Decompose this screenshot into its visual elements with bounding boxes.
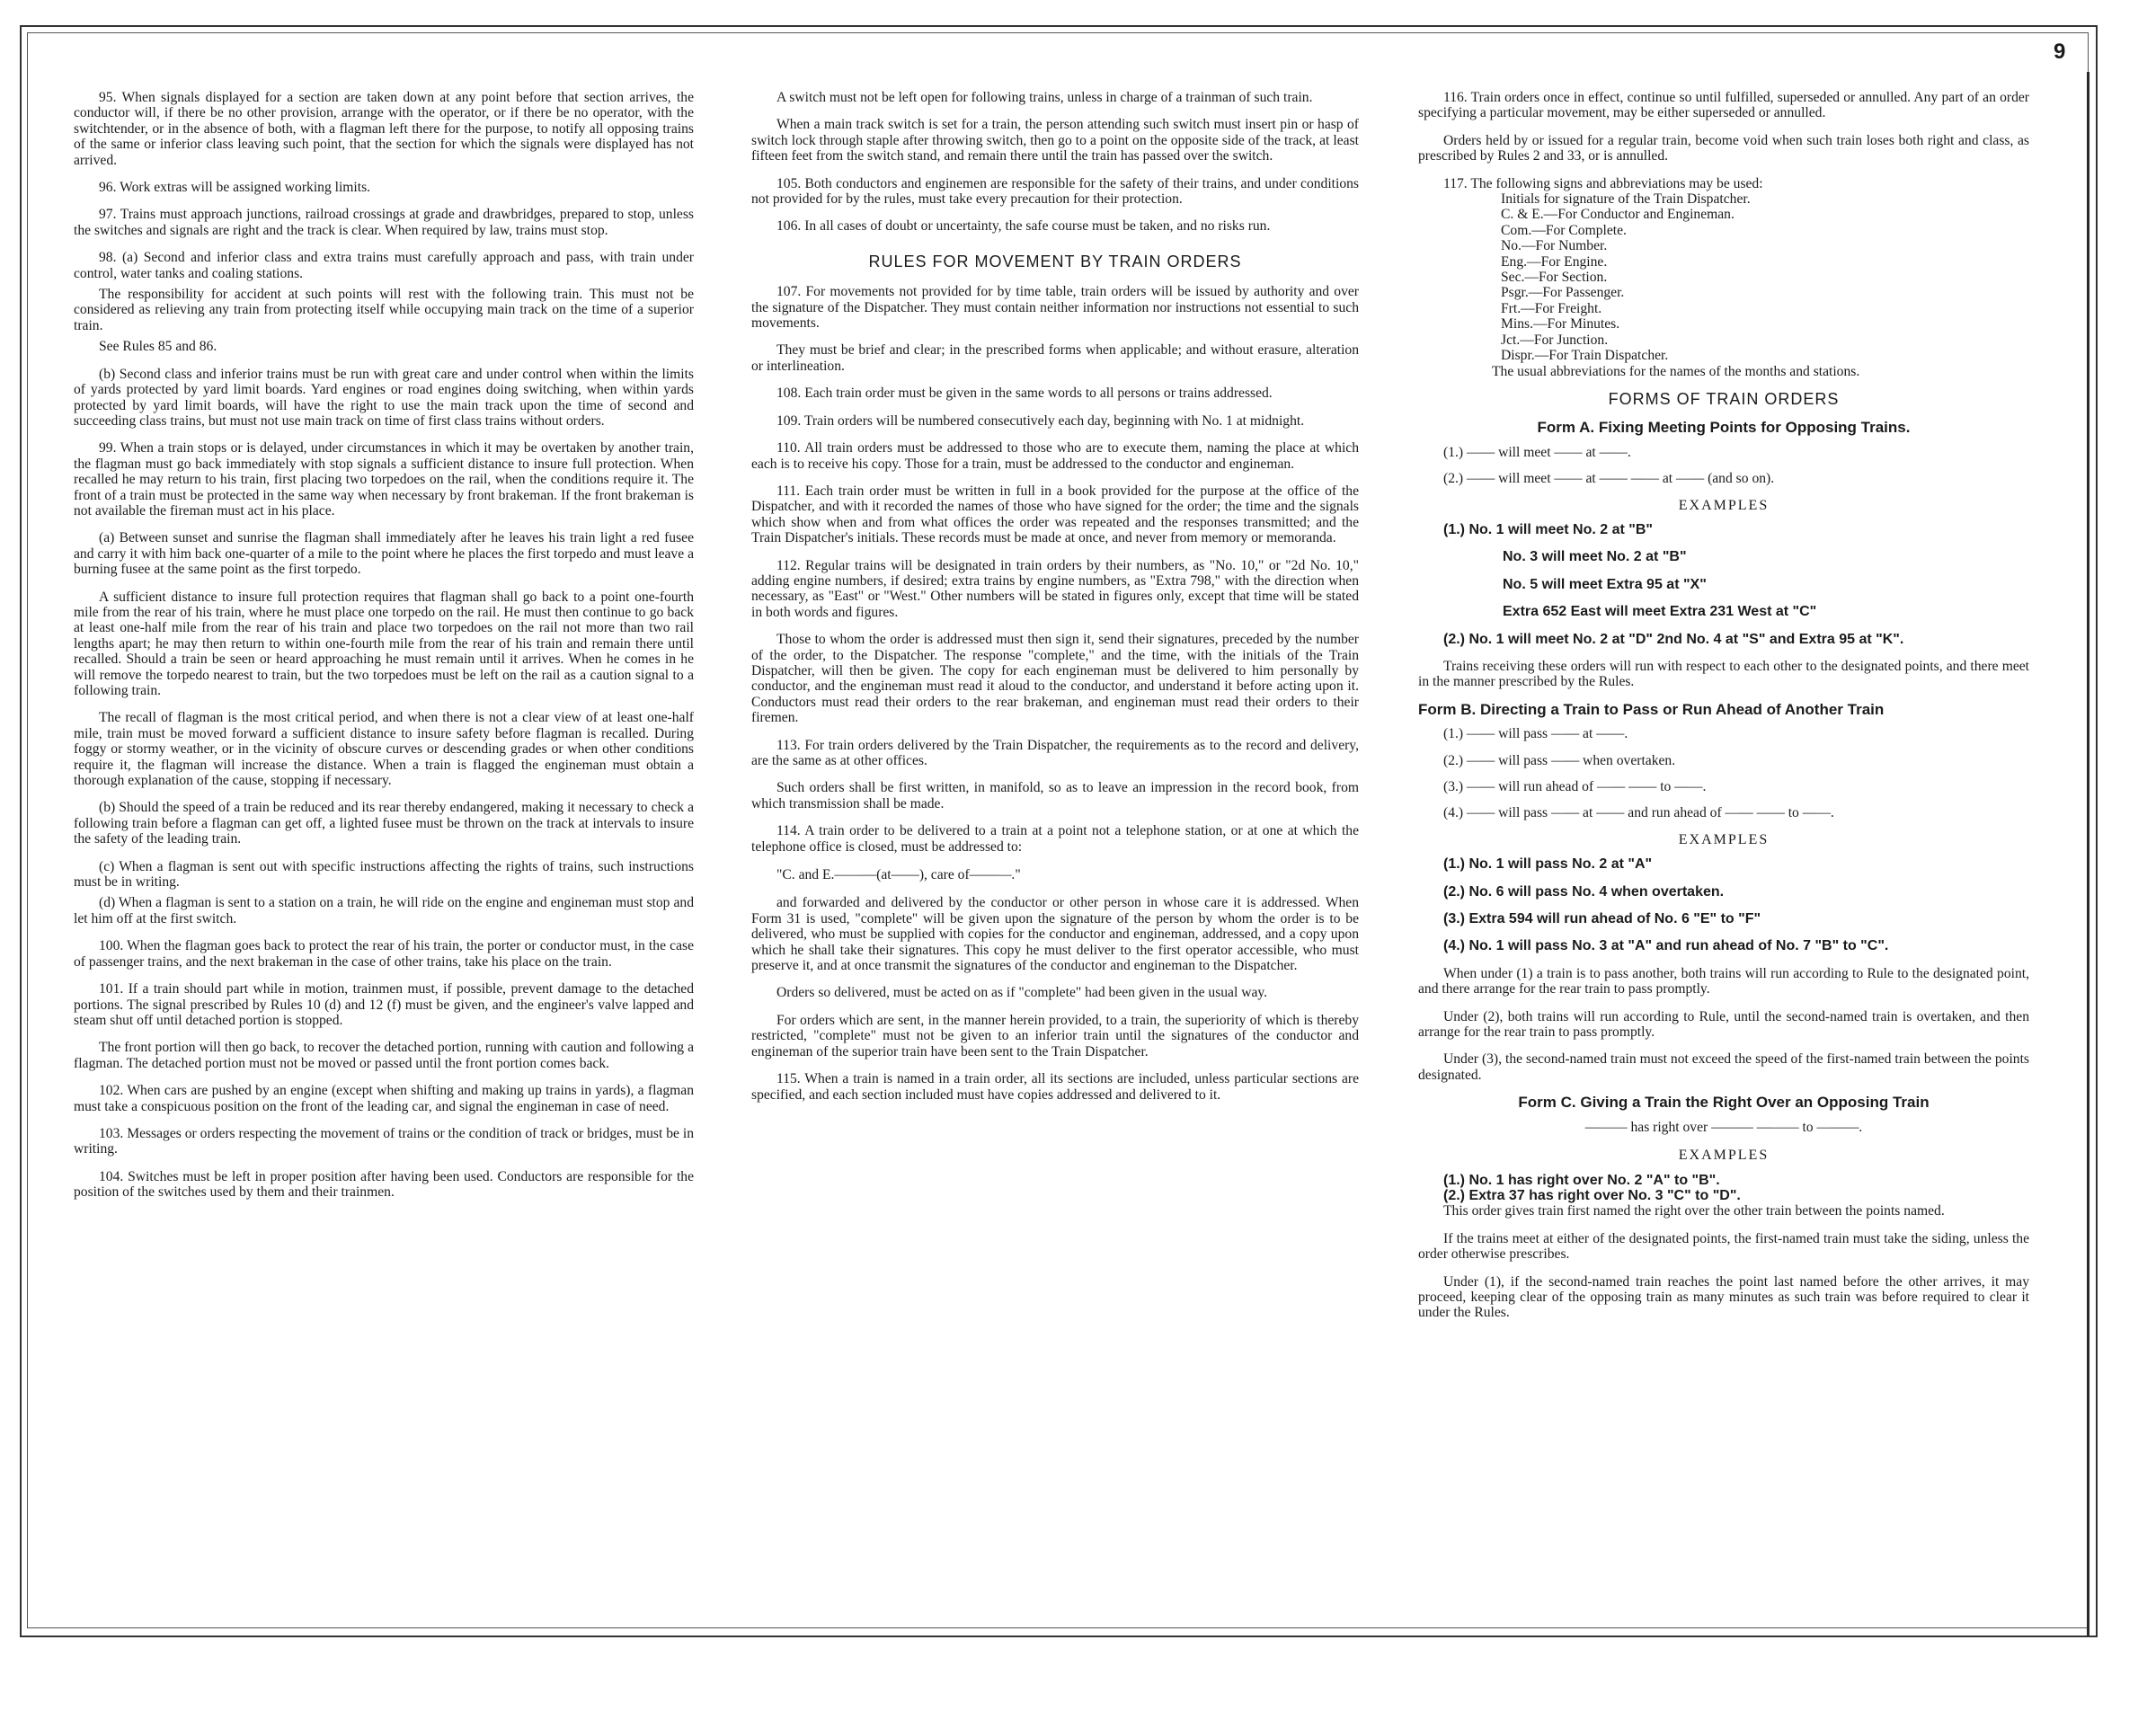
rule-104-switch-open: A switch must not be left open for following trains, unless in charge of a trainman of such train.	[776, 90, 1313, 105]
rule-104: 104. Switches must be left in proper position after having been used. Conductors are responsible for the position of the switches used by them and their trainmen.	[74, 1168, 694, 1201]
rule-99b: (b) Should the speed of a train be reduced and its rear thereby endangered, making it necessary to check a following train before a flagman can get off, a lighted fusee must be thrown on the track at intervals to insure the safety of the leading train.	[74, 800, 694, 847]
form-b-example: (4.) No. 1 will pass No. 3 at "A" and run ahead of No. 7 "B" to "C".	[1443, 938, 1889, 954]
form-a-note: Trains receiving these orders will run with respect to each other to the designated points, and there meet in the manner prescribed by the Rules.	[1418, 658, 2029, 690]
form-b-example: (2.) No. 6 will pass No. 4 when overtaken.	[1443, 883, 1725, 900]
examples-label: EXAMPLES	[1678, 497, 1770, 513]
examples-label: EXAMPLES	[1678, 831, 1770, 847]
form-b-title: Form B. Directing a Train to Pass or Run Ahead of Another Train	[1418, 700, 1885, 718]
form-a-line: (2.) —— will meet —— at —— —— at —— (and so on).	[1443, 471, 1775, 487]
rule-107-brief: They must be brief and clear; in the prescribed forms when applicable; and without erasure, alteration or interlineation.	[751, 342, 1359, 374]
form-b-note: When under (1) a train is to pass another, both trains will run according to Rule to the designated point, and there arrange for the rear train to pass promptly.	[1418, 965, 2029, 997]
form-a-example: Extra 652 East will meet Extra 231 West at "C"	[1503, 604, 1817, 620]
abbrev-item: C. & E.—For Conductor and Engineman.	[1501, 207, 1735, 223]
rule-109: 109. Train orders will be numbered consecutively each day, beginning with No. 1 at midnight.	[776, 412, 1305, 429]
abbrev-item: No.—For Number.	[1501, 238, 1608, 254]
abbrev-item: Jct.—For Junction.	[1501, 332, 1609, 348]
form-b-line: (1.) —— will pass —— at ——.	[1443, 726, 1628, 742]
forms-heading: FORMS OF TRAIN ORDERS	[1608, 389, 1840, 408]
rule-113: 113. For train orders delivered by the Train Dispatcher, the requirements as to the record and delivery, are the same as at other offices.	[751, 737, 1359, 768]
rule-103: 103. Messages or orders respecting the movement of trains or the condition of track or bridges, must be in writing.	[74, 1125, 694, 1157]
rule-114: 114. A train order to be delivered to a train at a point not a telephone station, or at one at which the telephone office is closed, must be addressed to:	[751, 823, 1359, 855]
rule-112-signatures: Those to whom the order is addressed must then sign it, send their signatures, preceded by the number of the order, to the Dispatcher. The response "complete," and the time, with the initials of the Train Dispatcher, will then be given. The copy for each engineman must be delivered to him personally by conductor, and the engineman must read it aloud to the conductor, and understand it before acting upon it. Conductors must read their orders to the rear brakeman, and engineman must read their orders to their firemen.	[751, 632, 1359, 726]
rule-95: 95. When signals displayed for a section are taken down at any point before that section arrives, the conductor will, if there be no other provision, arrange with the operator, or if there be no operator, with the switchtender, or in the absence of both, with a flagman left there for the purpose, to notify all opposing trains of the same or inferior class leaving such point, that the section for which the signals were displayed has not arrived.	[74, 90, 694, 168]
rule-98b: (b) Second class and inferior trains must be run with great care and under control when within the limits of yards protected by yard limit boards. Yard engines or road engines doing switching, when within yards protected by yard limit boards, will have the right to use the main track upon the time of second and succeeding class trains, but must not use main track on time of first class trains without orders.	[74, 366, 694, 429]
abbrev-item: Mins.—For Minutes.	[1501, 316, 1620, 332]
rule-99d: (d) When a flagman is sent to a station on a train, he will ride on the engine and engineman must stop and let him off at the first switch.	[74, 895, 694, 926]
rule-114-forwarded: and forwarded and delivered by the conductor or other person in whose care it is addressed. When Form 31 is used, "complete" will be given upon the signature of the person by whom the order is to be delivered, who must be supplied with copies for the conductor and engineman, addressed, and a copy upon which he shall take their signatures. This copy he must deliver to the first operator accessible, who must preserve it, and at once transmit the signatures of the conductor and engineman to the Dispatcher.	[751, 895, 1359, 974]
rule-99a: (a) Between sunset and sunrise the flagman shall immediately after he leaves his train light a red fusee and carry it with him back one-quarter of a mile to the point where he places the first torpedo and must leave a burning fusee at the same point as the first torpedo.	[74, 530, 694, 578]
form-b-line: (3.) —— will run ahead of —— —— to ——.	[1443, 779, 1707, 794]
rule-106: 106. In all cases of doubt or uncertainty, the safe course must be taken, and no risks run.	[776, 218, 1271, 235]
form-a-line: (1.) —— will meet —— at ——.	[1443, 444, 1631, 460]
rule-115: 115. When a train is named in a train order, all its sections are included, unless particular sections are specified, and each section included must have copies addressed and delivered to it.	[751, 1071, 1359, 1103]
abbrev-item: Frt.—For Freight.	[1501, 300, 1602, 316]
rule-99: 99. When a train stops or is delayed, under circumstances in which it may be overtaken by another train, the flagman must go back immediately with stop signals a sufficient distance to insure full protection. When recalled he may return to his train, first placing two torpedoes on the rail, when the conditions require it. The front of a train must be protected in the same way when necessary by front brakeman. If the front brakeman is not available the fireman must act in his place.	[74, 440, 694, 519]
rule-98-see: See Rules 85 and 86.	[99, 339, 217, 355]
rule-99c: (c) When a flagman is sent out with specific instructions affecting the rights of trains, such instructions must be in writing.	[74, 858, 694, 891]
rule-105: 105. Both conductors and enginemen are responsible for the safety of their trains, and under conditions not provided for by the rules, must take every precaution for their protection.	[751, 175, 1359, 208]
form-a-example: (2.) No. 1 will meet No. 2 at "D" 2nd No. 4 at "S" and Extra 95 at "K".	[1443, 631, 1904, 647]
rule-101-front: The front portion will then go back, to recover the detached portion, running with caution and following a flagman. The detached portion must not be moved or passed until the front portion comes back.	[74, 1040, 694, 1071]
rule-108: 108. Each train order must be given in the same words to all persons or trains addressed.	[776, 386, 1273, 402]
form-c-example: (2.) Extra 37 has right over No. 3 "C" to "D".	[1443, 1187, 1741, 1203]
rule-100: 100. When the flagman goes back to protect the rear of his train, the porter or conductor must, in the case of passenger trains, and the next brakeman in the case of other trains, take his place on the train.	[74, 938, 694, 970]
form-c-note: Under (1), if the second-named train reaches the point last named before the other arrives, it may proceed, keeping clear of the opposing train as many minutes as such train was before required to clear it under the Rules.	[1418, 1273, 2029, 1321]
rule-117: 117. The following signs and abbreviations may be used:	[1443, 175, 1763, 191]
form-b-line: (4.) —— will pass —— at —— and run ahead of —— —— to ——.	[1443, 805, 1834, 821]
rule-104-main-track: When a main track switch is set for a train, the person attending such switch must insert pin or hasp of switch lock through staple after throwing switch, then go to a point on the opposite side of the track, at least fifteen feet from the switch stand, and remain there until the train has passed over the switch.	[751, 117, 1359, 164]
rule-111: 111. Each train order must be written in full in a book provided for the purpose at the office of the Dispatcher, and with it recorded the names of those who have signed for the order; the time and the signals which show when and from what offices the order was repeated and the responses transmitted; and the Train Dispatcher's initials. These records must be made at once, and never from memory or memoranda.	[751, 483, 1359, 546]
section-heading-train-orders: RULES FOR MOVEMENT BY TRAIN ORDERS	[868, 252, 1242, 270]
abbreviations-list	[1418, 191, 2029, 379]
rule-101: 101. If a train should part while in motion, trainmen must, if possible, prevent damage to the detached portions. The signal prescribed by Rules 10 (d) and 12 (f) must be given, and the engineer's valve lapped and steam shut off until detached portion is stopped.	[74, 981, 694, 1028]
rule-97: 97. Trains must approach junctions, railroad crossings at grade and drawbridges, prepared to stop, unless the switches and signals are right and the track is clear. When required by law, trains must stop.	[74, 207, 694, 238]
rule-99a-recall: The recall of flagman is the most critical period, and when there is not a clear view of at least one-half mile, train must be moved forward a sufficient distance to insure safety before flagman is recalled. During foggy or stormy weather, or in the vicinity of obscure curves or descending grades or when other conditions require it, the flagman will increase the distance. When a train is flagged the engineman must obtain a thorough explanation of the cause, stopping if necessary.	[74, 710, 694, 789]
form-b-example: (1.) No. 1 will pass No. 2 at "A"	[1443, 856, 1653, 873]
form-b-note: Under (3), the second-named train must not exceed the speed of the first-named train between the points designated.	[1418, 1051, 2029, 1083]
form-c-line: ——— has right over ——— ——— to ———.	[1584, 1119, 1863, 1135]
rule-99a-distance: A sufficient distance to insure full protection requires that flagman shall go back to a point one-fourth mile from the rear of his train, where he must place one torpedo on the rail. He must then continue to go back at least one-half mile from the rear of his train and place two torpedoes on the rail not more than two rail lengths apart; he may then return to within one-fourth mile from the rear of his train and remain there until recalled. Should a train be seen or heard approaching he must remain until it arrives. When he comes in he will remove the torpedo nearest to train, but the two torpedoes must be left on the rail as a caution signal to a following train.	[74, 589, 694, 698]
form-b-note: Under (2), both trains will run according to Rule, until the second-named train is overtaken, and then arrange for the rear train to pass promptly.	[1418, 1008, 2029, 1041]
rule-112: 112. Regular trains will be designated in train orders by their numbers, as "No. 10," or "2d No. 10," adding engine numbers, if desired; extra trains by engine numbers, as "Extra 798," with the direction when necessary, as "East" or "West." Other numbers will be stated in figures only, except that time will be stated in both words and figures.	[751, 557, 1359, 620]
rule-116: 116. Train orders once in effect, continue so until fulfilled, superseded or annulled. Any part of an order specifying a particular movement, may be either superseded or annulled.	[1418, 90, 2029, 121]
form-a-example: (1.) No. 1 will meet No. 2 at "B"	[1443, 521, 1653, 537]
examples-label: EXAMPLES	[1678, 1148, 1770, 1164]
form-a-example: No. 3 will meet No. 2 at "B"	[1503, 549, 1687, 565]
rule-98a-note: The responsibility for accident at such points will rest with the following train. This must not be considered as relieving any train from protecting itself while occupying main track on the time of a superior train.	[74, 287, 694, 333]
abbrev-item: Eng.—For Engine.	[1501, 253, 1608, 270]
rule-113-manifold: Such orders shall be first written, in manifold, so as to leave an impression in the record book, from which transmission shall be made.	[751, 780, 1359, 811]
rule-114-superiority: For orders which are sent, in the manner herein provided, to a train, the superiority of which is thereby restricted, "complete" must not be given to an inferior train until the signatures of the conductor and engineman of the superior train have been sent to the Train Dispatcher.	[751, 1012, 1359, 1059]
abbrev-item: The usual abbreviations for the names of the months and stations.	[1492, 363, 1860, 379]
column-middle	[751, 90, 1359, 1114]
form-a-example: No. 5 will meet Extra 95 at "X"	[1503, 576, 1707, 592]
rule-114-complete: Orders so delivered, must be acted on as if "complete" had been given in the usual way.	[776, 985, 1268, 1001]
rule-98a: 98. (a) Second and inferior class and extra trains must carefully approach and pass, with train under control, water tanks and coaling stations.	[74, 250, 694, 281]
form-c-title: Form C. Giving a Train the Right Over an Opposing Train	[1518, 1094, 1930, 1112]
abbrev-item: Initials for signature of the Train Dispatcher.	[1501, 191, 1751, 208]
rule-116-void: Orders held by or issued for a regular train, become void when such train loses both right and class, as prescribed by Rules 2 and 33, or is annulled.	[1418, 132, 2029, 164]
column-right	[1418, 90, 2029, 1333]
form-c-note: This order gives train first named the right over the other train between the points named.	[1443, 1203, 1945, 1219]
rule-114-form: "C. and E.———(at——), care of———."	[776, 867, 1021, 883]
abbrev-item: Sec.—For Section.	[1501, 270, 1608, 286]
page-number: 9	[2054, 40, 2066, 64]
rule-110: 110. All train orders must be addressed to those who are to execute them, naming the place at which each is to receive his copy. Those for a train, must be addressed to the conductor and engineman.	[751, 440, 1359, 472]
form-c-example: (1.) No. 1 has right over No. 2 "A" to "B".	[1443, 1172, 1720, 1188]
column-left	[74, 90, 694, 1212]
abbrev-item: Psgr.—For Passenger.	[1501, 285, 1625, 301]
rule-102: 102. When cars are pushed by an engine (except when shifting and making up trains in yards), a flagman must take a conspicuous position on the front of the leading car, and signal the engineman in case of need.	[74, 1083, 694, 1114]
form-c-note: If the trains meet at either of the designated points, the first-named train must take the siding, unless the order otherwise prescribes.	[1418, 1230, 2029, 1263]
form-b-line: (2.) —— will pass —— when overtaken.	[1443, 752, 1676, 768]
abbrev-item: Com.—For Complete.	[1501, 222, 1627, 238]
right-rule	[2087, 72, 2089, 1636]
abbrev-item: Dispr.—For Train Dispatcher.	[1501, 348, 1669, 364]
form-b-example: (3.) Extra 594 will run ahead of No. 6 "E" to "F"	[1443, 911, 1761, 927]
rule-107: 107. For movements not provided for by time table, train orders will be issued by authority and over the signature of the Dispatcher. They must contain neither information nor instructions not essential to such movements.	[751, 284, 1359, 332]
rule-96: 96. Work extras will be assigned working limits.	[99, 180, 371, 196]
form-a-title: Form A. Fixing Meeting Points for Opposing Trains.	[1537, 419, 1911, 437]
